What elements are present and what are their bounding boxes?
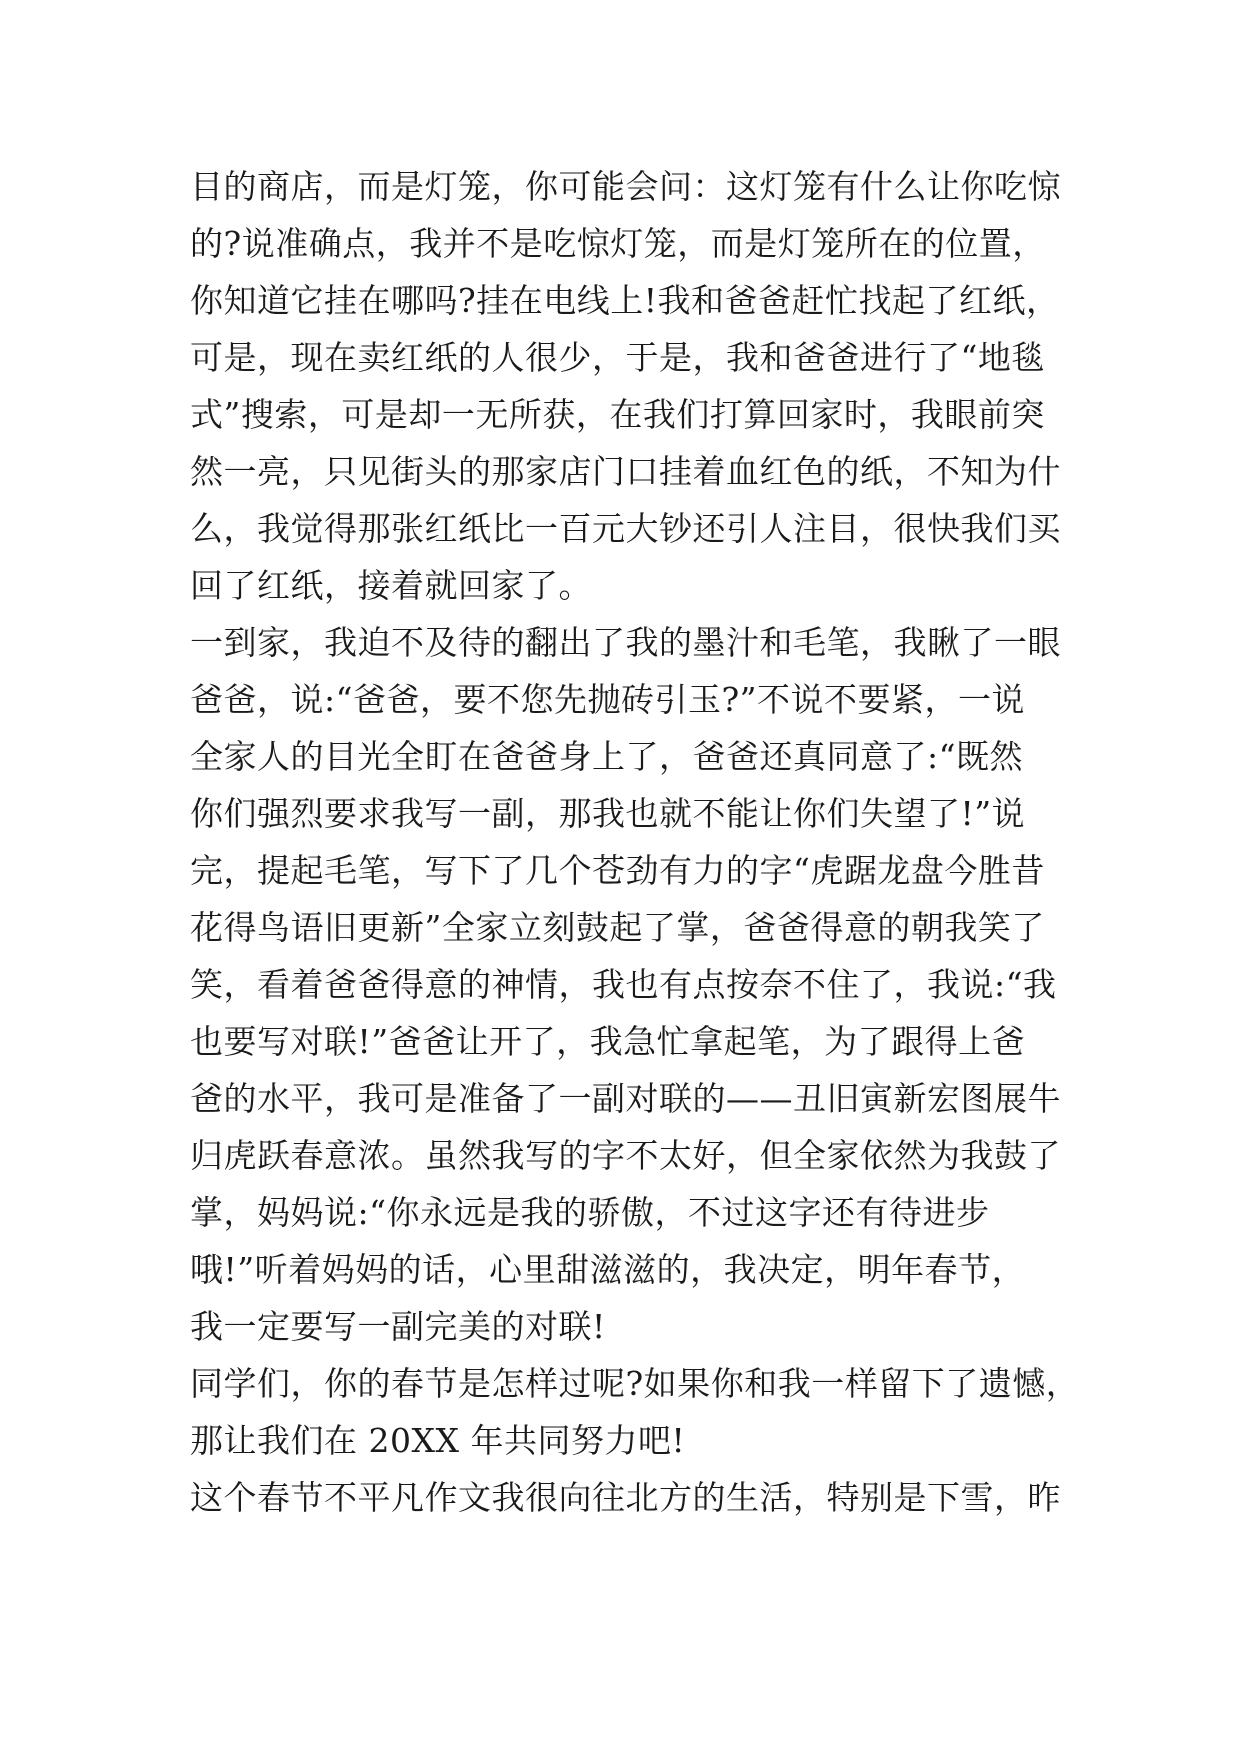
text-line: 笑，看着爸爸得意的神情，我也有点按奈不住了，我说:“我: [190, 965, 1057, 1004]
text-line: 归虎跃春意浓。虽然我写的字不太好，但全家依然为我鼓了: [190, 1136, 1061, 1175]
text-line: 然一亮，只见街头的那家店门口挂着血红色的纸，不知为什: [190, 452, 1061, 491]
document-body: [190, 158, 1090, 1526]
text-line: 么，我觉得那张红纸比一百元大钞还引人注目，很快我们买: [190, 509, 1061, 548]
text-line: 的?说准确点，我并不是吃惊灯笼，而是灯笼所在的位置，: [190, 224, 1046, 263]
text-line: 爸爸，说:“爸爸，要不您先抛砖引玉?”不说不要紧，一说: [190, 680, 1026, 719]
text-line: 也要写对联!”爸爸让开了，我急忙拿起笔，为了跟得上爸: [190, 1022, 1026, 1061]
text-line: 那让我们在 20XX 年共同努力吧!: [190, 1421, 686, 1460]
text-line: 你知道它挂在哪吗?挂在电线上!我和爸爸赶忙找起了红纸，: [190, 281, 1060, 320]
text-line: 你们强烈要求我写一副，那我也就不能让你们失望了!”说: [190, 794, 1026, 833]
text-line: 掌，妈妈说:“你永远是我的骄傲，不过这字还有待进步: [190, 1193, 990, 1232]
text-line: 一到家，我迫不及待的翻出了我的墨汁和毛笔，我瞅了一眼: [190, 623, 1061, 662]
text-line: 同学们，你的春节是怎样过呢?如果你和我一样留下了遗憾，: [190, 1364, 1080, 1403]
text-line: 哦!”听着妈妈的话，心里甜滋滋的，我决定，明年春节，: [190, 1250, 1026, 1289]
text-line: 式”搜索，可是却一无所获，在我们打算回家时，我眼前突: [190, 395, 1045, 434]
text-line: 完，提起毛笔，写下了几个苍劲有力的字“虎踞龙盘今胜昔: [190, 851, 1045, 890]
text-line: 可是，现在卖红纸的人很少，于是，我和爸爸进行了“地毯: [190, 338, 1045, 377]
text-line: 回了红纸，接着就回家了。: [190, 566, 592, 605]
text-line: 全家人的目光全盯在爸爸身上了，爸爸还真同意了:“既然: [190, 737, 1023, 776]
text-line: 花得鸟语旧更新”全家立刻鼓起了掌，爸爸得意的朝我笑了: [190, 908, 1045, 947]
text-line: 目的商店，而是灯笼，你可能会问：这灯笼有什么让你吃惊: [190, 167, 1061, 206]
text-line: 爸的水平，我可是准备了一副对联的——丑旧寅新宏图展牛: [190, 1079, 1061, 1118]
text-line: 这个春节不平凡作文我很向往北方的生活，特别是下雪，昨: [190, 1478, 1061, 1517]
text-line: 我一定要写一副完美的对联!: [190, 1307, 606, 1346]
